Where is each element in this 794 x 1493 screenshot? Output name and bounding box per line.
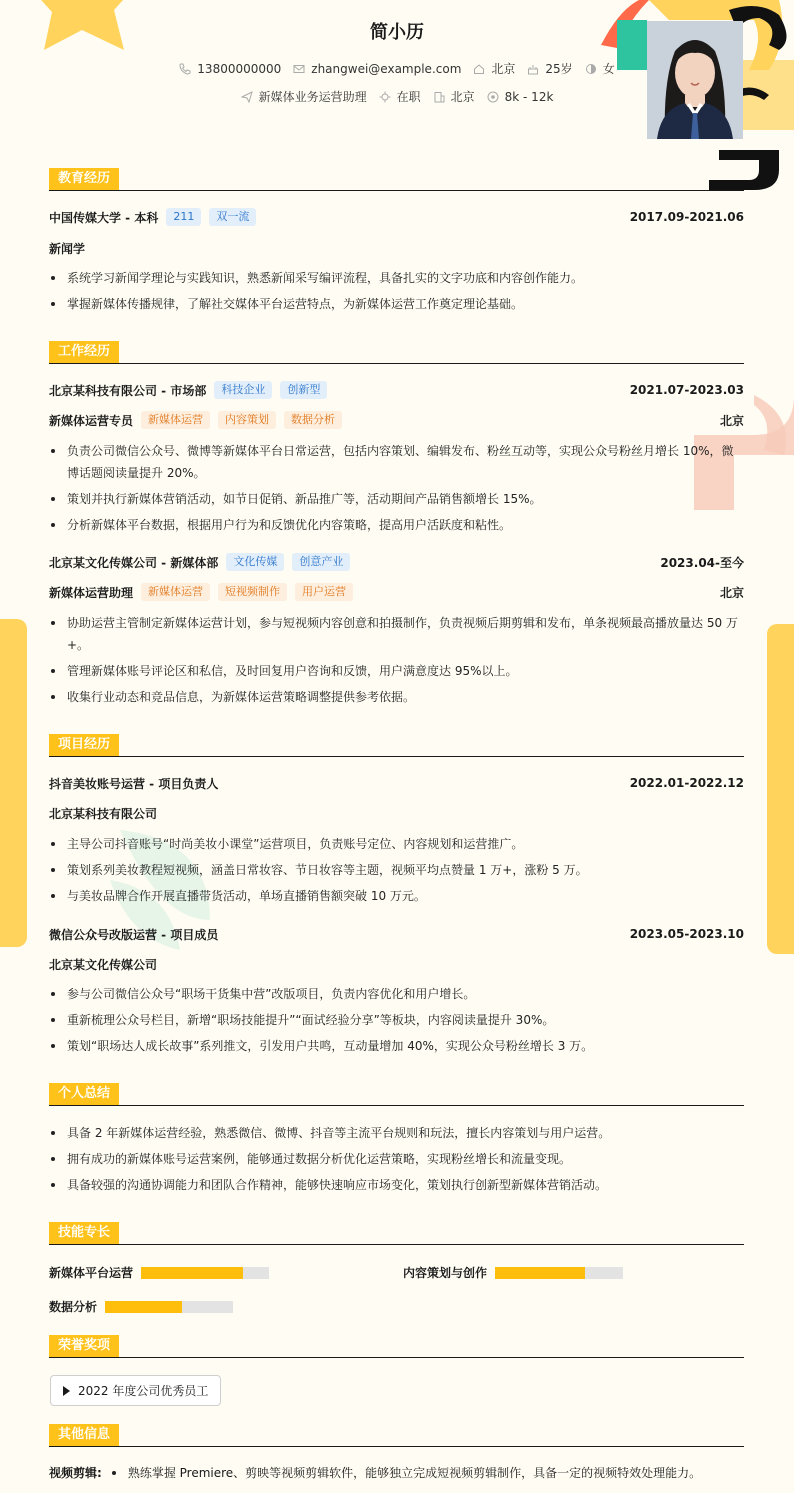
work-city: 北京 <box>719 413 744 428</box>
role-tag: 短视频制作 <box>218 583 287 601</box>
list-item: 策划“职场达人成长故事”系列推文，引发用户共鸣，互动量增加 40%，实现公众号粉丝增长 3 万。 <box>49 1035 744 1057</box>
project-date: 2023.05-2023.10 <box>629 927 744 941</box>
role-tag: 新媒体运营 <box>141 583 210 601</box>
section-summary-title: 个人总结 <box>49 1083 119 1105</box>
section-education-title: 教育经历 <box>49 168 119 190</box>
list-item: 具备较强的沟通协调能力和团队合作精神，能够快速响应市场变化，策划执行创新型新媒体营销活动。 <box>49 1174 744 1196</box>
role-tag: 内容策划 <box>218 411 276 429</box>
work-city: 北京 <box>719 585 744 600</box>
location-item <box>473 60 515 77</box>
mail-icon <box>293 63 305 75</box>
project-org-line <box>49 954 744 974</box>
role-tag: 数据分析 <box>284 411 342 429</box>
work-date: 2023.04-至今 <box>660 555 744 570</box>
cake-icon <box>527 63 539 75</box>
section-project-title: 项目经历 <box>49 734 119 756</box>
age-text: 25岁 <box>545 62 573 76</box>
project-header <box>49 773 744 793</box>
major-name: 新闻学 <box>49 241 86 256</box>
expand-triangle-icon <box>63 1386 70 1396</box>
building-icon <box>433 91 445 103</box>
section-education <box>49 168 744 191</box>
section-work <box>49 341 744 364</box>
salary-item <box>487 90 554 104</box>
bullet-dot <box>112 1471 116 1475</box>
project-org: 北京某文化传媒公司 <box>49 957 158 972</box>
skill-name: 新媒体平台运营 <box>49 1266 134 1280</box>
skill-bar-fill <box>105 1301 182 1313</box>
skill-bar <box>141 1267 269 1279</box>
avatar <box>647 21 743 139</box>
section-skills <box>49 1222 744 1245</box>
company-tag: 创新型 <box>280 381 327 399</box>
role-tag: 新媒体运营 <box>141 411 210 429</box>
major-line <box>49 238 744 258</box>
salary-icon <box>487 91 499 103</box>
right-side-decoration <box>767 624 794 954</box>
gender-icon <box>585 63 597 75</box>
list-item: 策划系列美妆教程短视频，涵盖日常妆容、节日妆容等主题，视频平均点赞量 1 万+，涨粉 5 万。 <box>49 859 744 881</box>
project-title: 微信公众号改版运营 - 项目成员 <box>49 927 219 942</box>
target-position-item <box>241 88 367 105</box>
skill-bar <box>105 1301 233 1313</box>
other-key: 视频剪辑: <box>49 1466 102 1480</box>
skill-bar <box>495 1267 623 1279</box>
phone-text: 13800000000 <box>197 61 282 76</box>
list-item: 策划并执行新媒体营销活动，如节日促销、新品推广等，活动期间产品销售额增长 15%。 <box>49 488 744 510</box>
list-item: 协助运营主管制定新媒体运营计划，参与短视频内容创意和拍摄制作，负责视频后期剪辑和发布，单条视频最高播放量达 50 万+。 <box>49 612 744 656</box>
list-item: 管理新媒体账号评论区和私信，及时回复用户咨询和反馈，用户满意度达 95%以上。 <box>49 660 744 682</box>
company-tag: 创意产业 <box>292 553 350 571</box>
project-title: 抖音美妆账号运营 - 项目负责人 <box>49 776 219 791</box>
job-status-text: 在职 <box>396 90 421 104</box>
email-text: zhangwei@example.com <box>311 61 462 76</box>
job-status-item <box>379 88 421 105</box>
list-item: 参与公司微信公众号“职场干货集中营”改版项目，负责内容优化和用户增长。 <box>49 983 744 1005</box>
section-work-title: 工作经历 <box>49 341 119 363</box>
target-city-item <box>433 88 475 105</box>
left-side-decoration <box>0 619 27 947</box>
work-header <box>49 552 744 572</box>
education-header <box>49 207 744 227</box>
section-awards-title: 荣誉奖项 <box>49 1335 119 1357</box>
project-org-line <box>49 803 744 823</box>
status-icon <box>379 91 391 103</box>
education-date: 2017.09-2021.06 <box>629 210 744 224</box>
school-name: 中国传媒大学 - 本科 <box>49 210 159 225</box>
role-name: 新媒体运营助理 <box>49 585 134 600</box>
company-name: 北京某科技有限公司 - 市场部 <box>49 383 207 398</box>
skill-item <box>403 1264 623 1281</box>
phone-item <box>179 62 281 76</box>
candidate-name: 简小历 <box>370 22 424 43</box>
role-name: 新媒体运营专员 <box>49 413 134 428</box>
gender-text: 女 <box>602 62 615 76</box>
email-item <box>293 62 461 76</box>
company-tag: 文化传媒 <box>226 553 284 571</box>
company-name: 北京某文化传媒公司 - 新媒体部 <box>49 555 219 570</box>
phone-icon <box>179 63 191 75</box>
list-item: 拥有成功的新媒体账号运营案例，能够通过数据分析优化运营策略，实现粉丝增长和流量变现。 <box>49 1148 744 1170</box>
list-item: 具备 2 年新媒体运营经验，熟悉微信、微博、抖音等主流平台规则和玩法，擅长内容策划与用户运营。 <box>49 1122 744 1144</box>
section-awards <box>49 1335 744 1358</box>
gender-item <box>585 60 615 77</box>
section-project <box>49 734 744 757</box>
project-org: 北京某科技有限公司 <box>49 806 158 821</box>
skill-item <box>49 1298 233 1315</box>
role-line <box>49 410 744 430</box>
award-item[interactable] <box>50 1375 221 1406</box>
skill-bar-fill <box>141 1267 243 1279</box>
section-other-title: 其他信息 <box>49 1424 119 1446</box>
list-item: 负责公司微信公众号、微博等新媒体平台日常运营，包括内容策划、编辑发布、粉丝互动等，实现公众号粉丝月增长 10%，微博话题阅读量提升 20%。 <box>49 440 744 484</box>
section-summary <box>49 1083 744 1106</box>
project-header <box>49 924 744 944</box>
skill-name: 内容策划与创作 <box>403 1266 488 1280</box>
list-item: 收集行业动态和竞品信息，为新媒体运营策略调整提供参考依据。 <box>49 686 744 708</box>
role-tag: 用户运营 <box>295 583 353 601</box>
age-item <box>527 60 572 77</box>
skill-item <box>49 1264 269 1281</box>
skill-name: 数据分析 <box>49 1300 98 1314</box>
work-date: 2021.07-2023.03 <box>629 383 744 397</box>
work-header <box>49 380 744 400</box>
list-item: 重新梳理公众号栏目，新增“职场技能提升”“面试经验分享”等板块，内容阅读量提升 30%。 <box>49 1009 744 1031</box>
target-city-text: 北京 <box>450 90 475 104</box>
school-tag: 211 <box>166 208 201 226</box>
list-item: 分析新媒体平台数据，根据用户行为和反馈优化内容策略，提高用户活跃度和粘性。 <box>49 514 744 536</box>
school-tag: 双一流 <box>209 208 256 226</box>
award-text: 2022 年度公司优秀员工 <box>78 1384 209 1398</box>
skill-bar-fill <box>495 1267 585 1279</box>
company-tag: 科技企业 <box>214 381 272 399</box>
location-text: 北京 <box>491 62 516 76</box>
role-line <box>49 582 744 602</box>
home-icon <box>473 63 485 75</box>
list-item: 掌握新媒体传播规律，了解社交媒体平台运营特点，为新媒体运营工作奠定理论基础。 <box>49 293 744 315</box>
salary-text: 8k - 12k <box>504 89 554 104</box>
other-info-line <box>49 1464 744 1481</box>
list-item: 与美妆品牌合作开展直播带货活动，单场直播销售额突破 10 万元。 <box>49 885 744 907</box>
project-date: 2022.01-2022.12 <box>629 776 744 790</box>
section-skills-title: 技能专长 <box>49 1222 119 1244</box>
list-item: 系统学习新闻学理论与实践知识，熟悉新闻采写编评流程，具备扎实的文字功底和内容创作能力。 <box>49 267 744 289</box>
list-item: 主导公司抖音账号“时尚美妆小课堂”运营项目，负责账号定位、内容规划和运营推广。 <box>49 833 744 855</box>
other-value: 熟练掌握 Premiere、剪映等视频剪辑软件，能够独立完成短视频剪辑制作，具备一定的视频特效处理能力。 <box>127 1466 702 1480</box>
section-other <box>49 1424 744 1447</box>
target-position-text: 新媒体业务运营助理 <box>258 90 367 104</box>
send-icon <box>241 91 253 103</box>
